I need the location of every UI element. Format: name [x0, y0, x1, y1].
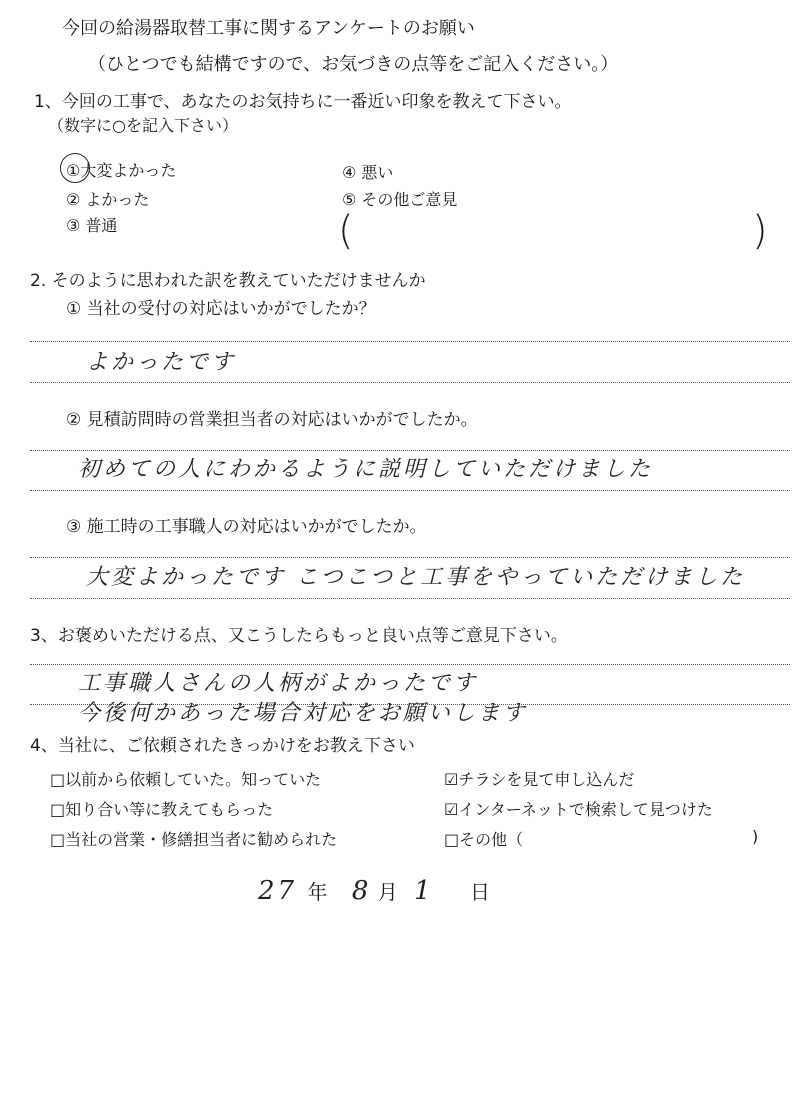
- q4-option-referral[interactable]: □知り合い等に教えてもらった: [50, 800, 274, 819]
- answer-line: [30, 490, 790, 491]
- q4-option-flyer[interactable]: [444, 767, 634, 790]
- date-line: [258, 876, 490, 906]
- survey-subtitle: （ひとつでも結構ですので、お気づきの点等をご記入ください。）: [88, 54, 619, 75]
- answer-line: [30, 382, 790, 383]
- q1-option-5[interactable]: ⑤ その他ご意見: [342, 190, 458, 209]
- answer-line: [30, 450, 790, 451]
- q4-other-close-paren: ): [752, 827, 759, 846]
- q4-option-other[interactable]: □その他（: [444, 830, 524, 849]
- q3-prompt: 3、お褒めいただける点、又こうしたらもっと良い点等ご意見下さい。: [30, 626, 568, 646]
- q4-prompt: 4、当社に、ご依頼されたきっかけをお教え下さい: [30, 736, 415, 756]
- q2-sub3: ③ 施工時の工事職人の対応はいかがでしたか。: [66, 517, 427, 537]
- q2-answer-3[interactable]: 大変よかったです こつこつと工事をやっていただけました: [86, 565, 746, 590]
- date-month[interactable]: 8: [351, 876, 372, 906]
- checked-checkbox-icon: ☑: [444, 800, 459, 819]
- q2-prompt: 2. そのように思われた訳を教えていただけませんか: [30, 271, 426, 291]
- q1-option-4[interactable]: ④ 悪い: [342, 163, 394, 182]
- date-day[interactable]: 1: [414, 876, 434, 906]
- q1-option-3[interactable]: ③ 普通: [66, 216, 118, 235]
- q1-option-1[interactable]: ①大変よかった: [66, 161, 177, 180]
- q1-other-bracket-open: (: [338, 208, 354, 254]
- q2-answer-2[interactable]: 初めての人にわかるように説明していただけました: [78, 457, 654, 482]
- answer-line: [30, 598, 790, 599]
- q4-option-prior[interactable]: □以前から依頼していた。知っていた: [50, 770, 322, 789]
- q1-prompt: 1、今回の工事で、あなたのお気持ちに一番近い印象を教えて下さい。: [34, 92, 572, 112]
- q4-option-sales-rep[interactable]: □当社の営業・修繕担当者に勧められた: [50, 830, 338, 849]
- date-year[interactable]: 27: [258, 876, 298, 906]
- month-label: 月: [377, 880, 398, 904]
- q2-answer-1[interactable]: よかったです: [86, 350, 237, 375]
- checked-checkbox-icon: ☑: [444, 770, 459, 789]
- q4-option-internet-label: インターネットで検索して見つけた: [458, 800, 713, 819]
- q2-sub2: ② 見積訪問時の営業担当者の対応はいかがでしたか。: [66, 410, 478, 430]
- q3-answer-line-1[interactable]: 工事職人さんの人柄がよかったです: [78, 671, 479, 696]
- q2-sub1: ① 当社の受付の対応はいかがでしたか？: [66, 299, 376, 319]
- q1-other-bracket-close: ): [752, 208, 768, 254]
- answer-line: [30, 664, 790, 665]
- q1-note: （数字に○を記入下さい）: [48, 116, 238, 135]
- day-label: 日: [469, 880, 490, 904]
- q1-option-2[interactable]: ② よかった: [66, 190, 150, 209]
- q4-option-flyer-label: チラシを見て申し込んだ: [458, 770, 635, 789]
- answer-line: [30, 341, 790, 342]
- year-label: 年: [307, 880, 328, 904]
- q3-answer-line-2[interactable]: 今後何かあった場合対応をお願いします: [78, 701, 528, 726]
- answer-line: [30, 557, 790, 558]
- survey-title: 今回の給湯器取替工事に関するアンケートのお願い: [62, 18, 475, 39]
- q4-option-internet[interactable]: [444, 797, 713, 820]
